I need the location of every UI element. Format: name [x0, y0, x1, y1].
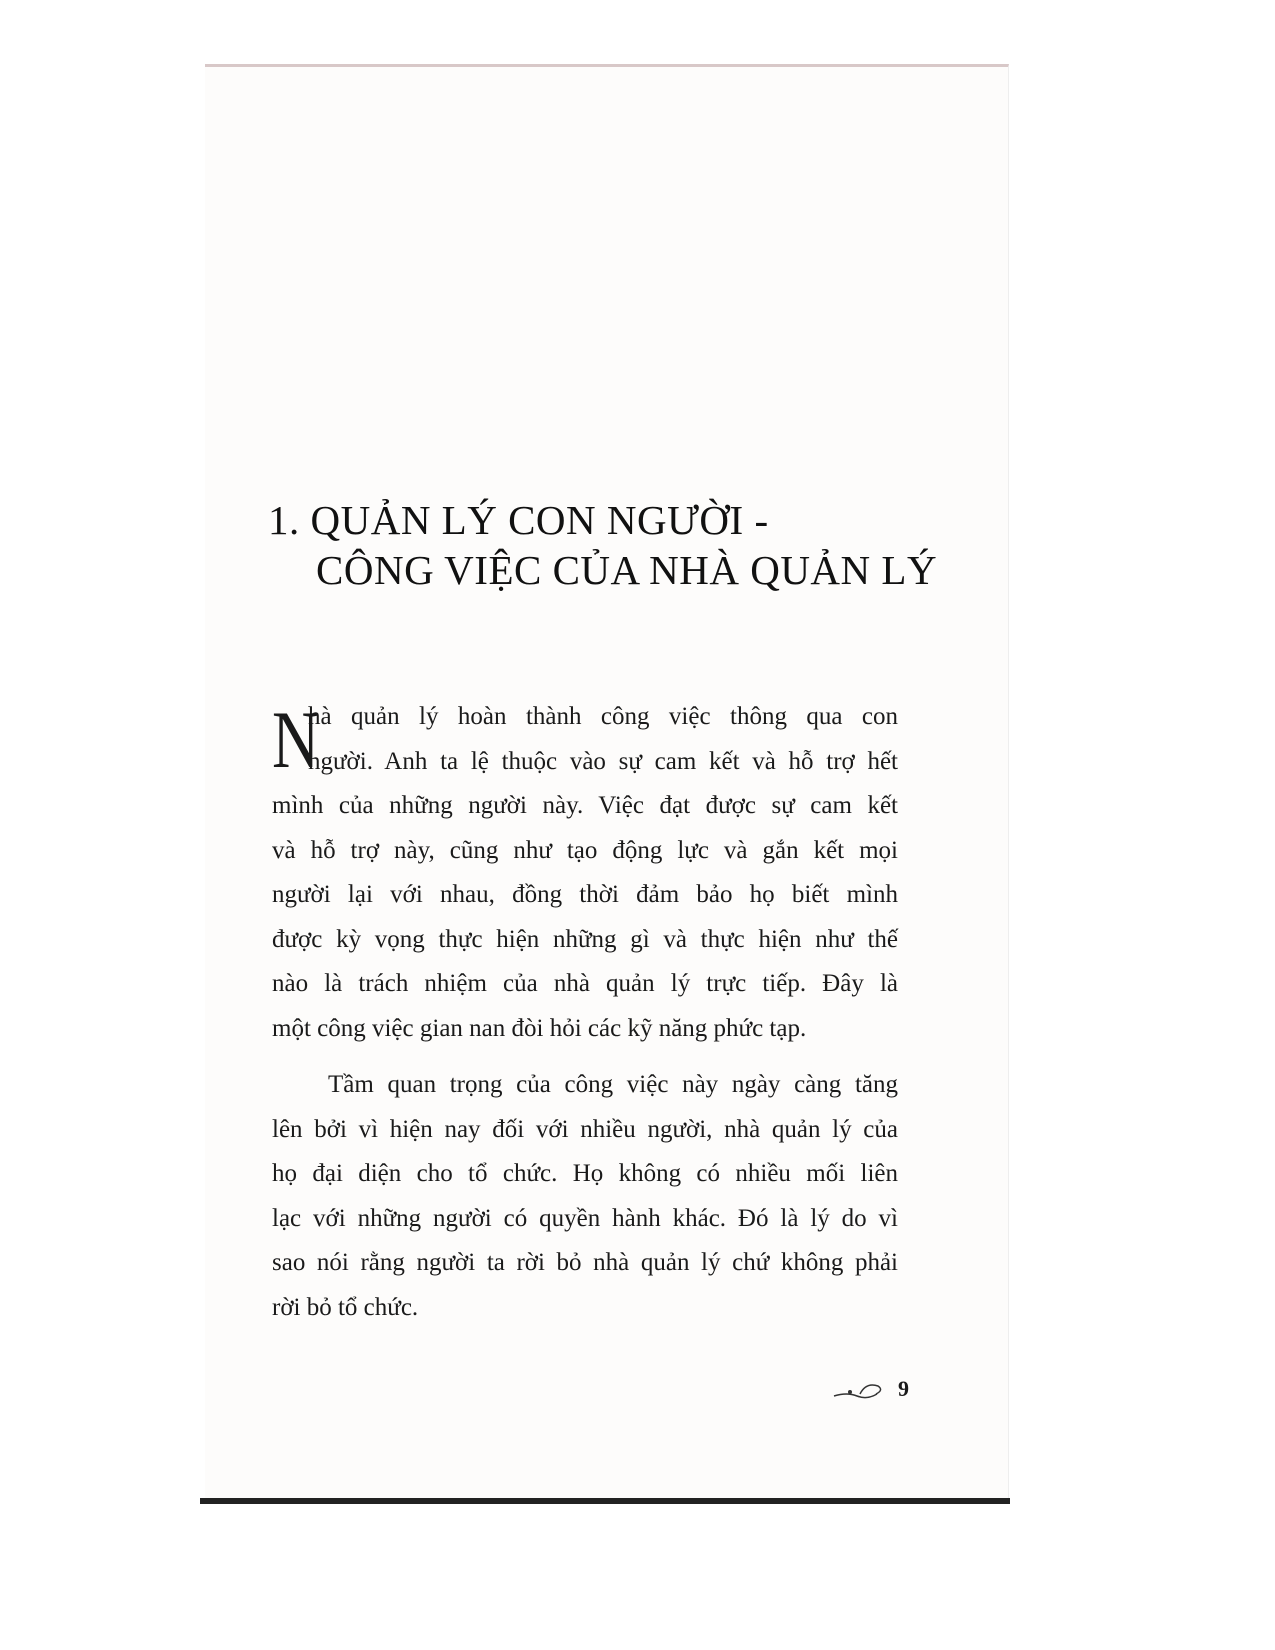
text-line: họ đại diện cho tổ chức. Họ không có nhiều mối liên	[272, 1160, 898, 1187]
text-line: được kỳ vọng thực hiện những gì và thực hiện như thế	[272, 925, 898, 953]
text-line: sao nói rằng người ta rời bỏ nhà quản lý chứ không phải	[272, 1249, 898, 1276]
body-text	[272, 695, 898, 1330]
page-number: 9	[898, 1376, 909, 1401]
text-line: người lại với nhau, đồng thời đảm bảo họ biết mình	[272, 881, 898, 908]
text-line: rời bỏ tổ chức.	[272, 1293, 419, 1321]
heading-line-1: 1. QUẢN LÝ CON NGƯỜI -	[268, 497, 769, 544]
text-line: Tầm quan trọng của công việc này ngày càng tăng	[328, 1071, 898, 1098]
text-line: người. Anh ta lệ thuộc vào sự cam kết và hỗ trợ hết	[308, 747, 898, 775]
text-line: lạc với những người có quyền hành khác. Đó là lý do vì	[272, 1204, 898, 1232]
paragraph-1	[272, 695, 898, 1051]
text-line: mình của những người này. Việc đạt được sự cam kết	[272, 792, 898, 819]
text-line: nào là trách nhiệm của nhà quản lý trực tiếp. Đây là	[272, 970, 898, 997]
text-line: hà quản lý hoàn thành công việc thông qua con	[308, 703, 898, 730]
section-heading	[268, 495, 937, 595]
text-line: lên bởi vì hiện nay đối với nhiều người, nhà quản lý của	[272, 1115, 898, 1143]
heading-line-2: CÔNG VIỆC CỦA NHÀ QUẢN LÝ	[316, 547, 938, 594]
ornament-icon	[832, 1380, 892, 1402]
paragraph-2	[272, 1063, 898, 1330]
text-line: và hỗ trợ này, cũng như tạo động lực và gắn kết mọi	[272, 836, 898, 864]
scan-edge	[200, 1498, 1010, 1504]
drop-cap: N	[272, 694, 320, 785]
text-line: một công việc gian nan đòi hỏi các kỹ năng phức tạp.	[272, 1014, 807, 1042]
